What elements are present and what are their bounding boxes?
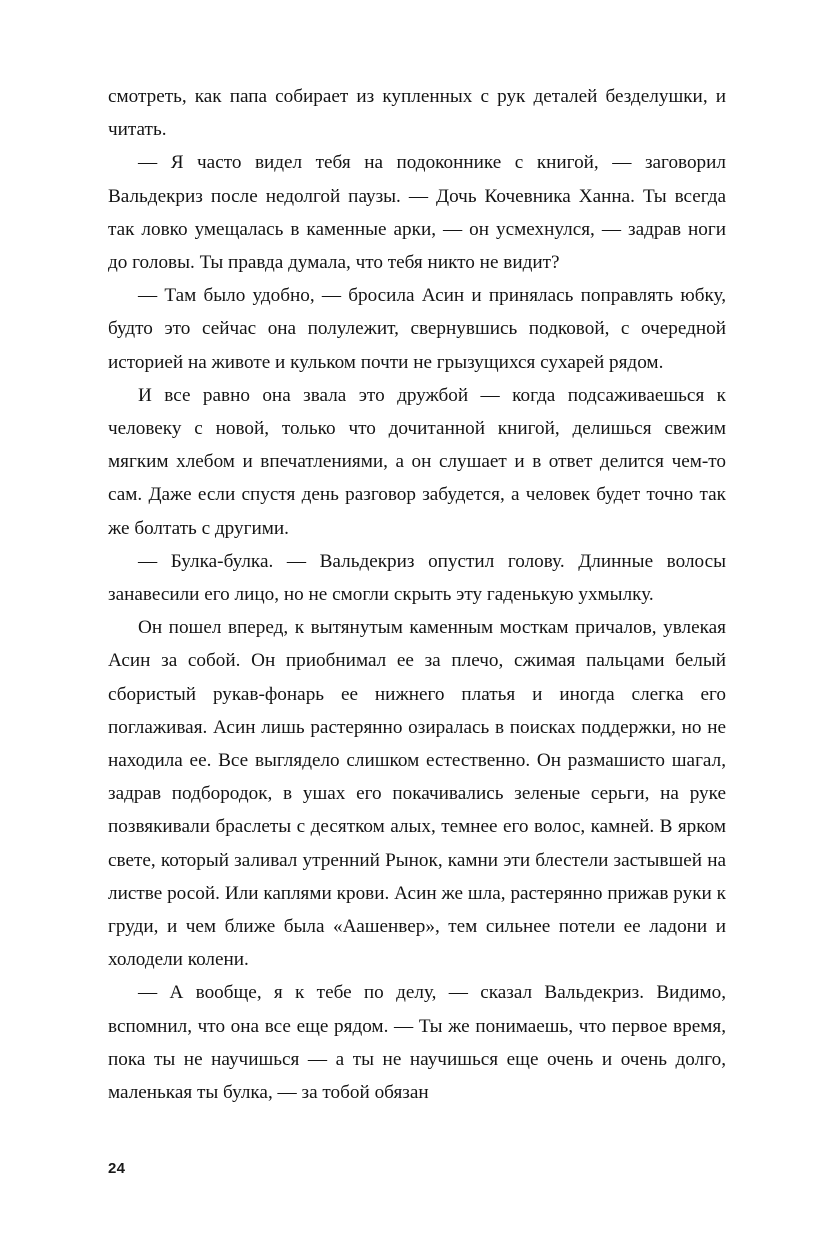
body-text (108, 80, 726, 1109)
paragraph: — А вообще, я к тебе по делу, — сказал Вальдекриз. Видимо, вспомнил, что она все еще рядом. — Ты же понимаешь, что первое время, пока ты не научишься — а ты не научишься еще очень и очень долго, маленькая ты булка, — за тобой обязан (108, 982, 726, 1104)
paragraph: смотреть, как папа собирает из купленных с рук деталей безделушки, и читать. (108, 86, 726, 141)
paragraph: — Там было удобно, — бросила Асин и принялась поправлять юбку, будто это сейчас она полулежит, свернувшись подковой, с очередной историей на животе и кульком почти не грызущихся сухарей рядом. (108, 285, 726, 373)
paragraph: — Я часто видел тебя на подоконнике с книгой, — заговорил Вальдекриз после недолгой паузы. — Дочь Кочевника Ханна. Ты всегда так ловко умещалась в каменные арки, — он усмехнулся, — задрав ноги до головы. Ты правда думала, что тебя никто не видит? (108, 152, 726, 274)
paragraph: Он пошел вперед, к вытянутым каменным мосткам причалов, увлекая Асин за собой. Он приобнимал ее за плечо, сжимая пальцами белый сбористый рукав-фонарь ее нижнего платья и иногда слегка его поглаживая. Асин лишь растерянно озиралась в поисках поддержки, но не находила ее. Все выглядело слишком естественно. Он размашисто шагал, задрав подбородок, в ушах его покачивались зеленые серьги, на руке позвякивали браслеты с десятком алых, темнее его волос, камней. В ярком свете, который заливал утренний Рынок, камни эти блестели застывшей на листве росой. Или каплями крови. Асин же шла, растерянно прижав руки к груди, и чем ближе была «Аашенвер», тем сильнее потели ее ладони и холодели колени. (108, 617, 726, 971)
page-number: 24 (108, 1160, 126, 1177)
paragraph: И все равно она звала это дружбой — когда подсаживаешься к человеку с новой, только что дочитанной книгой, делишься свежим мягким хлебом и впечатлениями, а он слушает и в ответ делится чем-то сам. Даже если спустя день разговор забудется, а человек будет точно так же болтать с другими. (108, 384, 726, 539)
paragraph: — Булка-булка. — Вальдекриз опустил голову. Длинные волосы занавесили его лицо, но не смогли скрыть эту гаденькую ухмылку. (108, 550, 726, 606)
